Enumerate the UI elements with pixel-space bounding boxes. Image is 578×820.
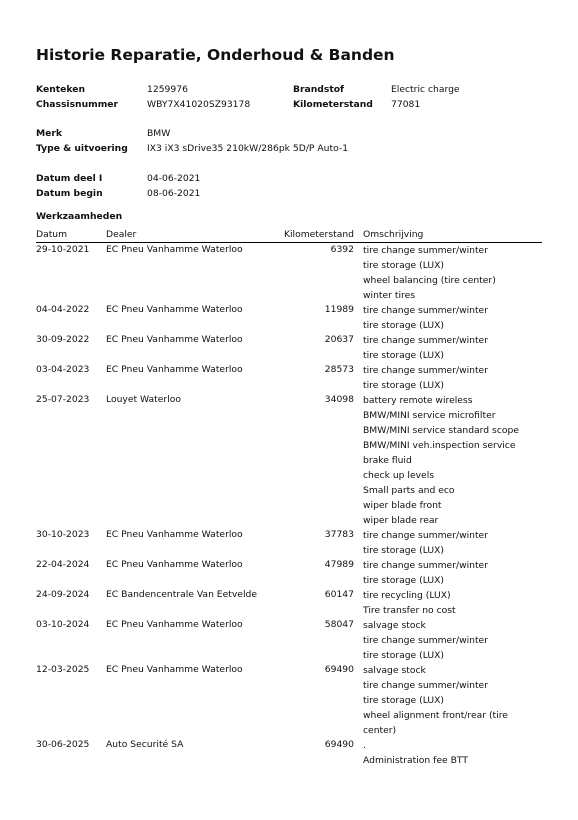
row-dealer: Auto Securité SA bbox=[106, 739, 184, 750]
type-value: IX3 iX3 sDrive35 210kW/286pk 5D/P Auto-1 bbox=[147, 143, 349, 154]
description-item: tire change summer/winter bbox=[363, 335, 488, 346]
description-item: . bbox=[363, 740, 366, 751]
row-dealer: EC Pneu Vanhamme Waterloo bbox=[106, 364, 243, 375]
description-item: tire storage (LUX) bbox=[363, 545, 444, 556]
row-kilometerstand: 11989 bbox=[324, 304, 354, 315]
type-label: Type & uitvoering bbox=[36, 143, 128, 154]
row-dealer: EC Pneu Vanhamme Waterloo bbox=[106, 619, 243, 630]
description-item: tire change summer/winter bbox=[363, 560, 488, 571]
description-item: winter tires bbox=[363, 290, 416, 301]
header-omschrijving: Omschrijving bbox=[363, 229, 424, 240]
row-kilometerstand: 60147 bbox=[324, 589, 354, 600]
description-item: tire change summer/winter bbox=[363, 680, 488, 691]
table-row bbox=[36, 558, 542, 588]
description-item: tire storage (LUX) bbox=[363, 650, 444, 661]
description-item: Tire transfer no cost bbox=[363, 605, 456, 616]
row-kilometerstand: 47989 bbox=[324, 559, 354, 570]
description-item: wheel alignment front/rear (tire center) bbox=[363, 710, 508, 736]
row-date: 03-10-2024 bbox=[36, 619, 90, 630]
vehicle-dates-block bbox=[36, 171, 556, 201]
row-date: 24-09-2024 bbox=[36, 589, 90, 600]
description-item: salvage stock bbox=[363, 665, 426, 676]
table-row bbox=[36, 363, 542, 393]
row-kilometerstand: 28573 bbox=[324, 364, 354, 375]
datum-deel-value: 04-06-2021 bbox=[147, 173, 201, 184]
vehicle-model-block bbox=[36, 126, 556, 156]
row-date: 30-06-2025 bbox=[36, 739, 90, 750]
description-item: tire storage (LUX) bbox=[363, 320, 444, 331]
row-date: 03-04-2023 bbox=[36, 364, 90, 375]
brandstof-label: Brandstof bbox=[293, 84, 345, 95]
description-item: tire storage (LUX) bbox=[363, 350, 444, 361]
description-item: tire storage (LUX) bbox=[363, 380, 444, 391]
datum-deel-label: Datum deel I bbox=[36, 173, 103, 184]
description-item: tire storage (LUX) bbox=[363, 575, 444, 586]
row-description bbox=[363, 243, 533, 303]
description-item: tire storage (LUX) bbox=[363, 695, 444, 706]
row-dealer: EC Pneu Vanhamme Waterloo bbox=[106, 334, 243, 345]
row-date: 30-09-2022 bbox=[36, 334, 90, 345]
description-item: tire change summer/winter bbox=[363, 365, 488, 376]
brandstof-value: Electric charge bbox=[391, 84, 460, 95]
description-item: Administration fee BTT bbox=[363, 755, 468, 766]
description-item: brake fluid bbox=[363, 455, 412, 466]
kenteken-value: 1259976 bbox=[147, 84, 188, 95]
chassis-value: WBY7X41020SZ93178 bbox=[147, 99, 251, 110]
table-row bbox=[36, 663, 542, 738]
row-kilometerstand: 69490 bbox=[324, 739, 354, 750]
description-item: Small parts and eco bbox=[363, 485, 455, 496]
row-description bbox=[363, 393, 533, 528]
row-date: 25-07-2023 bbox=[36, 394, 90, 405]
description-item: wiper blade front bbox=[363, 500, 442, 511]
table-row bbox=[36, 528, 542, 558]
row-dealer: EC Pneu Vanhamme Waterloo bbox=[106, 244, 243, 255]
description-item: battery remote wireless bbox=[363, 395, 473, 406]
row-description bbox=[363, 558, 533, 588]
merk-value: BMW bbox=[147, 128, 171, 139]
description-item: BMW/MINI service standard scope bbox=[363, 425, 519, 436]
row-description bbox=[363, 528, 533, 558]
werkzaamheden-title: Werkzaamheden bbox=[36, 211, 123, 222]
row-description bbox=[363, 663, 533, 738]
description-item: tire change summer/winter bbox=[363, 305, 488, 316]
row-description bbox=[363, 588, 533, 618]
row-kilometerstand: 20637 bbox=[324, 334, 354, 345]
table-row bbox=[36, 333, 542, 363]
table-row bbox=[36, 618, 542, 663]
row-kilometerstand: 69490 bbox=[324, 664, 354, 675]
description-item: BMW/MINI service microfilter bbox=[363, 410, 496, 421]
document-title: Historie Reparatie, Onderhoud & Banden bbox=[36, 46, 395, 64]
description-item: check up levels bbox=[363, 470, 435, 481]
row-description bbox=[363, 333, 533, 363]
row-dealer: EC Pneu Vanhamme Waterloo bbox=[106, 559, 243, 570]
description-item: tire recycling (LUX) bbox=[363, 590, 451, 601]
row-kilometerstand: 34098 bbox=[324, 394, 354, 405]
description-item: wiper blade rear bbox=[363, 515, 439, 526]
kilometerstand-label: Kilometerstand bbox=[293, 99, 373, 110]
table-row bbox=[36, 393, 542, 528]
work-table-body bbox=[36, 243, 542, 768]
row-date: 22-04-2024 bbox=[36, 559, 90, 570]
datum-begin-label: Datum begin bbox=[36, 188, 103, 199]
row-date: 29-10-2021 bbox=[36, 244, 90, 255]
header-datum: Datum bbox=[36, 229, 68, 240]
row-dealer: EC Pneu Vanhamme Waterloo bbox=[106, 304, 243, 315]
work-table-header bbox=[36, 228, 542, 243]
row-description bbox=[363, 303, 533, 333]
row-kilometerstand: 58047 bbox=[324, 619, 354, 630]
row-description bbox=[363, 618, 533, 663]
table-row bbox=[36, 243, 542, 303]
chassis-label: Chassisnummer bbox=[36, 99, 119, 110]
description-item: tire storage (LUX) bbox=[363, 260, 444, 271]
header-kilometerstand: Kilometerstand bbox=[283, 229, 354, 240]
row-kilometerstand: 6392 bbox=[330, 244, 354, 255]
row-description bbox=[363, 738, 533, 768]
description-item: tire change summer/winter bbox=[363, 245, 488, 256]
row-date: 30-10-2023 bbox=[36, 529, 90, 540]
header-dealer: Dealer bbox=[106, 229, 137, 240]
description-item: salvage stock bbox=[363, 620, 426, 631]
description-item: tire change summer/winter bbox=[363, 635, 488, 646]
row-date: 04-04-2022 bbox=[36, 304, 90, 315]
row-description bbox=[363, 363, 533, 393]
table-row bbox=[36, 738, 542, 768]
kilometerstand-value: 77081 bbox=[391, 99, 421, 110]
description-item: BMW/MINI veh.inspection service bbox=[363, 440, 516, 451]
table-row bbox=[36, 588, 542, 618]
vehicle-id-block bbox=[36, 82, 556, 112]
row-dealer: EC Pneu Vanhamme Waterloo bbox=[106, 664, 243, 675]
row-dealer: EC Pneu Vanhamme Waterloo bbox=[106, 529, 243, 540]
description-item: wheel balancing (tire center) bbox=[363, 275, 496, 286]
row-date: 12-03-2025 bbox=[36, 664, 90, 675]
table-row bbox=[36, 303, 542, 333]
datum-begin-value: 08-06-2021 bbox=[147, 188, 201, 199]
row-dealer: Louyet Waterloo bbox=[106, 394, 181, 405]
kenteken-label: Kenteken bbox=[36, 84, 85, 95]
merk-label: Merk bbox=[36, 128, 63, 139]
work-table bbox=[36, 228, 542, 768]
description-item: tire change summer/winter bbox=[363, 530, 488, 541]
row-kilometerstand: 37783 bbox=[324, 529, 354, 540]
row-dealer: EC Bandencentrale Van Eetvelde bbox=[106, 589, 257, 600]
